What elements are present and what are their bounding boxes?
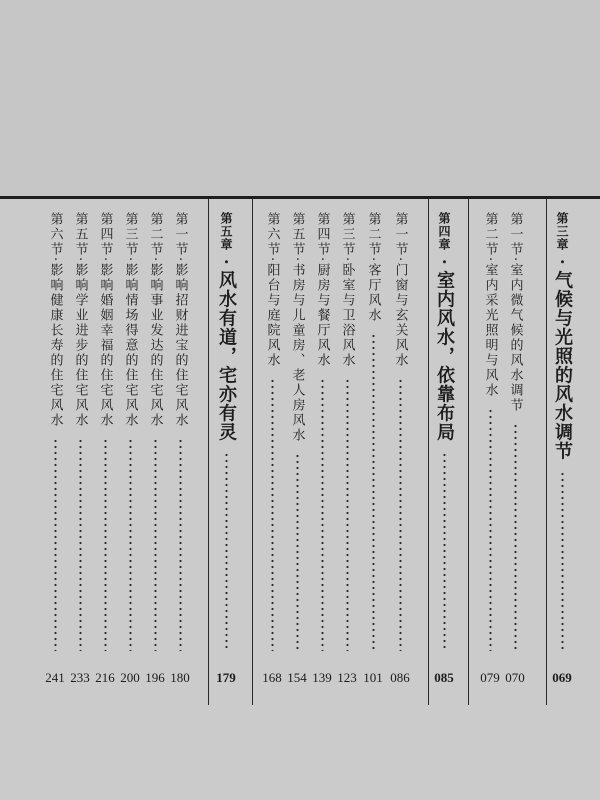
section-label: 第三节 — [339, 212, 355, 257]
section-heading — [316, 212, 329, 368]
dot-leader — [399, 378, 402, 651]
chapter-title: 风水有道，宅亦有灵 — [216, 270, 237, 442]
dot-leader — [271, 378, 274, 651]
section-title: 影响婚姻幸福的住宅风水 — [97, 263, 113, 429]
dot-leader — [443, 452, 446, 651]
dot-leader — [514, 423, 517, 651]
separator-dot: · — [507, 257, 523, 264]
section-title: 影响情场得意的住宅风水 — [122, 263, 138, 429]
separator-dot: · — [289, 257, 305, 264]
page-number: 085 — [434, 670, 454, 685]
page-number: 154 — [287, 670, 307, 685]
section-label: 第四节 — [97, 212, 113, 257]
section-heading — [49, 212, 62, 428]
toc-section-4-2[interactable] — [361, 212, 385, 685]
section-title: 客厅风水 — [365, 263, 381, 324]
dot-leader — [296, 453, 299, 651]
dot-leader — [54, 438, 57, 651]
page-number: 070 — [505, 670, 525, 685]
dot-leader — [129, 438, 132, 651]
dot-leader — [225, 452, 228, 651]
dot-leader — [561, 471, 564, 651]
section-label: 第一节 — [392, 212, 408, 257]
section-title: 卧室与卫浴风水 — [339, 263, 355, 369]
page-number: 079 — [480, 670, 500, 685]
section-heading — [341, 212, 354, 368]
page-number: 180 — [170, 670, 190, 685]
dot-leader — [179, 438, 182, 651]
chapter-heading — [217, 212, 235, 442]
dot-leader — [346, 378, 349, 651]
toc-chapter-4[interactable] — [432, 212, 456, 685]
toc-section-4-3[interactable] — [335, 212, 359, 685]
section-label: 第二节 — [482, 212, 498, 257]
chapter-label: 第五章 — [219, 212, 233, 251]
section-label: 第六节 — [264, 212, 280, 257]
section-label: 第一节 — [172, 212, 188, 257]
toc-section-5-6[interactable] — [43, 212, 67, 685]
section-heading — [266, 212, 279, 368]
dot-leader — [372, 333, 375, 651]
dot-leader — [154, 438, 157, 651]
section-heading — [484, 212, 497, 398]
separator-dot: · — [97, 257, 113, 264]
toc-section-3-2[interactable] — [478, 212, 502, 685]
page-number: 168 — [262, 670, 282, 685]
dot-leader — [321, 378, 324, 651]
separator-dot: · — [72, 257, 88, 264]
separator-dot: · — [392, 257, 408, 264]
toc-section-5-1[interactable] — [168, 212, 192, 685]
chapter-label: 第四章 — [437, 212, 451, 251]
section-title: 阳台与庭院风水 — [264, 263, 280, 369]
section-label: 第三节 — [122, 212, 138, 257]
separator-dot: · — [314, 257, 330, 264]
section-title: 厨房与餐厅风水 — [314, 263, 330, 369]
separator-dot: · — [365, 257, 381, 264]
toc-section-5-2[interactable] — [143, 212, 167, 685]
section-heading — [74, 212, 87, 428]
section-title: 影响学业进步的住宅风水 — [72, 263, 88, 429]
separator-dot: · — [482, 257, 498, 264]
section-title: 书房与儿童房、老人房风水 — [289, 263, 305, 444]
section-label: 第二节 — [147, 212, 163, 257]
section-title: 影响招财进宝的住宅风水 — [172, 263, 188, 429]
separator-dot: · — [264, 257, 280, 264]
page-number: 216 — [95, 670, 115, 685]
page-number: 101 — [363, 670, 383, 685]
toc-section-5-5[interactable] — [68, 212, 92, 685]
section-heading — [367, 212, 380, 323]
page-number: 139 — [312, 670, 332, 685]
section-label: 第五节 — [72, 212, 88, 257]
section-title: 室内微气候的风水调节 — [507, 263, 523, 414]
toc-section-4-4[interactable] — [310, 212, 334, 685]
separator-dot: · — [435, 259, 454, 265]
page-number: 241 — [45, 670, 65, 685]
section-label: 第二节 — [365, 212, 381, 257]
section-label: 第六节 — [47, 212, 63, 257]
dot-leader — [79, 438, 82, 651]
toc-section-5-3[interactable] — [118, 212, 142, 685]
separator-dot: · — [122, 257, 138, 264]
toc-chapter-5[interactable] — [214, 212, 238, 685]
toc-section-3-1[interactable] — [503, 212, 527, 685]
chapter-heading — [553, 212, 571, 461]
dot-leader — [104, 438, 107, 651]
header-rule — [0, 196, 600, 199]
page-number: 086 — [390, 670, 410, 685]
page-top-margin — [0, 0, 600, 196]
chapter-title: 室内风水，依靠布局 — [434, 270, 455, 442]
section-heading — [149, 212, 162, 428]
toc-chapter-3[interactable] — [550, 212, 574, 685]
page-number: 233 — [70, 670, 90, 685]
section-title: 影响健康长寿的住宅风水 — [47, 263, 63, 429]
column-divider — [546, 199, 547, 705]
section-label: 第五节 — [289, 212, 305, 257]
separator-dot: · — [47, 257, 63, 264]
section-title: 影响事业发达的住宅风水 — [147, 263, 163, 429]
page-number: 200 — [120, 670, 140, 685]
separator-dot: · — [217, 259, 236, 265]
chapter-label: 第三章 — [555, 212, 569, 251]
toc-section-4-1[interactable] — [388, 212, 412, 685]
toc-section-4-5[interactable] — [285, 212, 309, 685]
section-heading — [291, 212, 304, 443]
separator-dot: · — [553, 259, 572, 265]
toc-section-4-6[interactable] — [260, 212, 284, 685]
chapter-heading — [435, 212, 453, 442]
toc-section-5-4[interactable] — [93, 212, 117, 685]
column-divider — [208, 199, 209, 705]
separator-dot: · — [172, 257, 188, 264]
chapter-title: 气候与光照的风水调节 — [552, 270, 573, 461]
column-divider — [252, 199, 253, 705]
dot-leader — [489, 408, 492, 651]
section-heading — [124, 212, 137, 428]
section-label: 第一节 — [507, 212, 523, 257]
section-heading — [174, 212, 187, 428]
section-heading — [99, 212, 112, 428]
page-number: 179 — [216, 670, 236, 685]
page-number: 123 — [337, 670, 357, 685]
section-title: 室内采光照明与风水 — [482, 263, 498, 399]
section-heading — [394, 212, 407, 368]
section-heading — [509, 212, 522, 413]
column-divider — [428, 199, 429, 705]
separator-dot: · — [339, 257, 355, 264]
separator-dot: · — [147, 257, 163, 264]
page-number: 069 — [552, 670, 572, 685]
page-number: 196 — [145, 670, 165, 685]
column-divider — [468, 199, 469, 705]
section-label: 第四节 — [314, 212, 330, 257]
section-title: 门窗与玄关风水 — [392, 263, 408, 369]
